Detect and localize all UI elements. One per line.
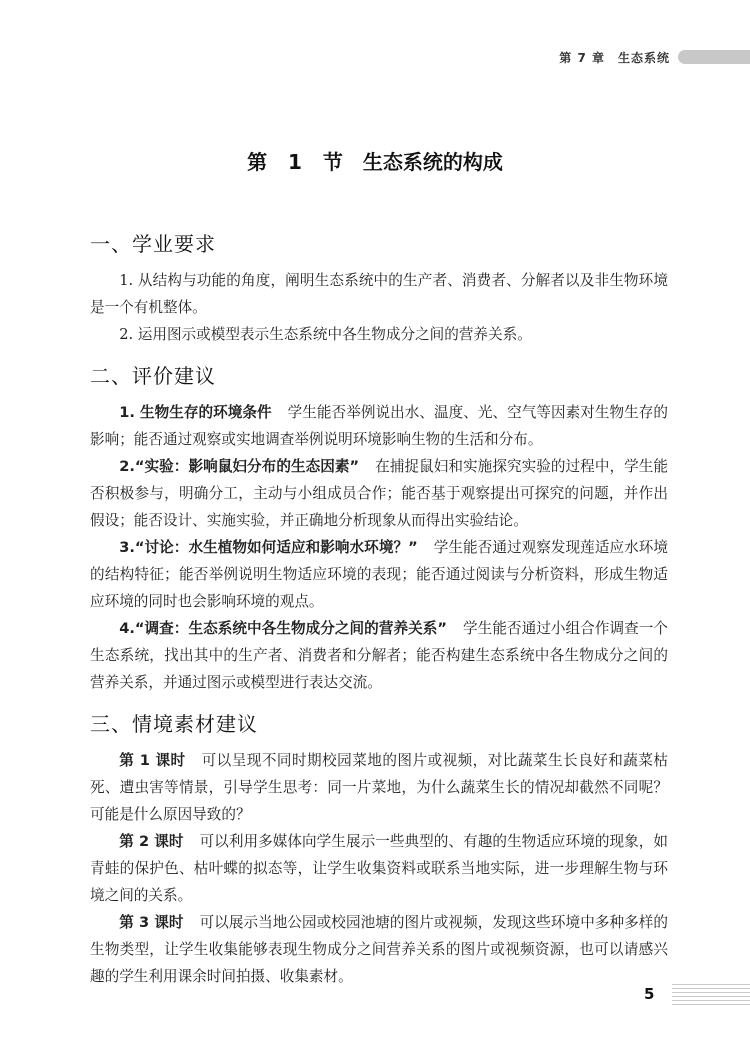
section-evaluation (90, 360, 668, 696)
paragraph: 2. 运用图示或模型表示生态系统中各生物成分之间的营养关系。 (119, 326, 532, 343)
paragraph-lead: 第 3 课时 (119, 914, 184, 931)
section-heading: 三、情境素材建议 (90, 712, 258, 736)
section-academic-requirements (90, 228, 668, 348)
header-bar (678, 50, 750, 64)
running-header (559, 48, 750, 66)
paragraph-lead: 4.“调查：生态系统中各生物成分之间的营养关系” (119, 620, 447, 637)
paragraph: 1. 从结构与功能的角度，阐明生态系统中的生产者、消费者、分解者以及非生物环境是一个有机整体。 (90, 272, 668, 316)
paragraph: 2.“实验：影响鼠妇分布的生态因素” 在捕捉鼠妇和实施探究实验的过程中，学生能否积极参与，明确分工，主动与小组成员合作；能否基于观察提出可探究的问题，并作出假设；能否设计、实施实验，并正确地分析现象从而得出实验结论。 (90, 458, 668, 529)
paragraph: 3.“讨论：水生植物如何适应和影响水环境？” 学生能否通过观察发现莲适应水环境的结构特征；能否举例说明生物适应环境的表现；能否通过阅读与分析资料，形成生物适应环境的同时也会影响环境的观点。 (90, 539, 668, 610)
section-heading: 二、评价建议 (90, 364, 216, 388)
section-situational-materials (90, 708, 668, 990)
section-heading: 一、学业要求 (90, 232, 216, 256)
paragraph-lead: 2.“实验：影响鼠妇分布的生态因素” (119, 458, 360, 475)
page-title: 第 1 节 生态系统的构成 (247, 150, 503, 174)
paragraph-lead: 第 1 课时 (119, 752, 186, 769)
paragraph: 第 3 课时 可以展示当地公园或校园池塘的图片或视频，发现这些环境中多种多样的生物类型，让学生收集能够表现生物成分之间营养关系的图片或视频资源，也可以请感兴趣的学生利用课余时间拍摄、收集素材。 (90, 914, 668, 985)
paragraph: 第 2 课时 可以利用多媒体向学生展示一些典型的、有趣的生物适应环境的现象，如青蛙的保护色、枯叶蝶的拟态等，让学生收集资料或联系当地实际，进一步理解生物与环境之间的关系。 (90, 833, 668, 904)
main-content (90, 228, 668, 990)
paragraph: 1. 生物生存的环境条件 学生能否举例说出水、温度、光、空气等因素对生物生存的影响；能否通过观察或实地调查举例说明环境影响生物的生活和分布。 (90, 404, 668, 448)
page-number: 5 (644, 985, 655, 1003)
footer-decoration (672, 984, 750, 1006)
chapter-label: 第 7 章 生态系统 (559, 50, 670, 65)
paragraph-lead: 3.“讨论：水生植物如何适应和影响水环境？” (119, 539, 418, 556)
paragraph: 4.“调查：生态系统中各生物成分之间的营养关系” 学生能否通过小组合作调查一个生态系统，找出其中的生产者、消费者和分解者；能否构建生态系统中各生物成分之间的营养关系，并通过图示或模型进行表达交流。 (90, 620, 668, 691)
paragraph-lead: 1. 生物生存的环境条件 (119, 404, 272, 421)
paragraph-lead: 第 2 课时 (119, 833, 184, 850)
paragraph: 第 1 课时 可以呈现不同时期校园菜地的图片或视频，对比蔬菜生长良好和蔬菜枯死、遭虫害等情景，引导学生思考：同一片菜地，为什么蔬菜生长的情况却截然不同呢？可能是什么原因导致的？ (90, 752, 668, 823)
